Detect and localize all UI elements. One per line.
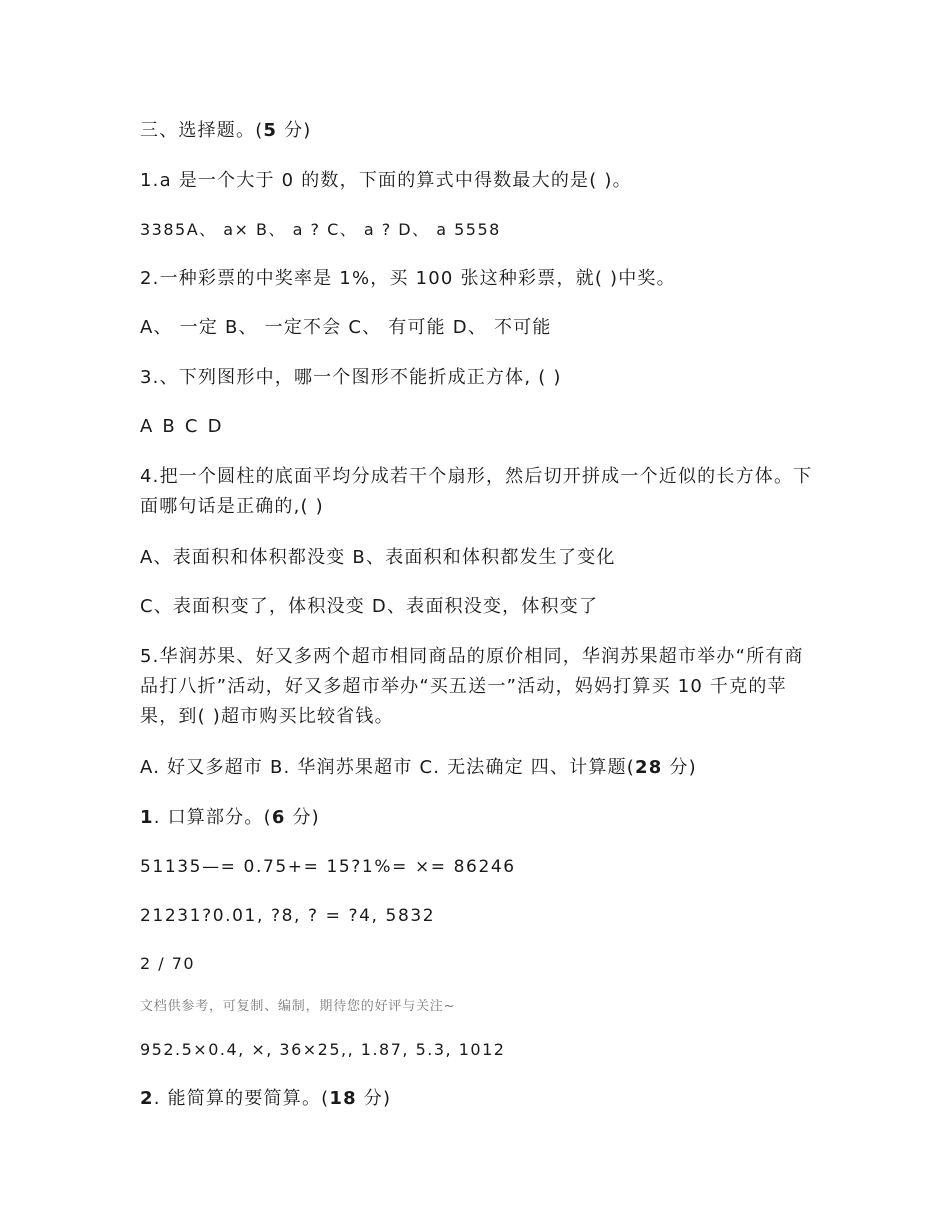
- question-5-options: [140, 753, 697, 783]
- question-3-options: A B C D: [140, 416, 224, 437]
- question-5-text: 5.华润苏果、好又多两个超市相同商品的原价相同，华润苏果超市举办“所有商品打八折”活动，好又多超市举办“买五送一”活动，妈妈打算买 10 千克的苹果，到( )超市购买比较省钱。: [140, 646, 804, 727]
- section-3-title: 三、选择题。(: [140, 120, 264, 141]
- question-5-option-text: A. 好又多超市 B. 华润苏果超市 C. 无法确定 四、计算题(: [140, 757, 636, 778]
- section-3-heading: [140, 116, 312, 146]
- question-1-options: 3385A、 a× B、 a ? C、 a ? D、 a 5558: [140, 220, 501, 239]
- part-2-score-unit: 分): [356, 1088, 392, 1109]
- part-1-title: . 口算部分。(: [153, 807, 272, 828]
- calc-line-1: 51135—= 0.75+= 15?1%= ×= 86246: [140, 857, 516, 877]
- part-1-heading: [140, 803, 320, 833]
- calc-line-3: 952.5×0.4, ×, 36×25,, 1.87, 5.3, 1012: [140, 1040, 506, 1059]
- question-3-text: 3.、下列图形中，哪一个图形不能折成正方体, ( ): [140, 367, 562, 388]
- part-2-heading: [140, 1084, 391, 1114]
- section-3-score: 5: [263, 120, 278, 141]
- footer-note: 文档供参考，可复制、编制，期待您的好评与关注~: [140, 999, 456, 1014]
- question-1-text: 1.a 是一个大于 0 的数，下面的算式中得数最大的是( )。: [140, 170, 632, 191]
- part-1-number: 1: [140, 807, 154, 828]
- part-2-title: . 能简算的要简算。(: [153, 1088, 330, 1109]
- part-2-score: 18: [329, 1088, 357, 1109]
- section-4-score-unit: 分): [662, 757, 697, 778]
- part-1-score: 6: [271, 807, 286, 828]
- page-number: 2 / 70: [140, 954, 196, 973]
- question-4-text: 4.把一个圆柱的底面平均分成若干个扇形，然后切开拼成一个近似的长方体。下面哪句话是正确的,( ): [140, 466, 813, 517]
- question-4-options-cd: C、表面积变了，体积没变 D、表面积没变，体积变了: [140, 596, 599, 617]
- section-3-score-unit: 分): [277, 120, 312, 141]
- part-1-score-unit: 分): [285, 807, 320, 828]
- section-4-score: 28: [635, 757, 663, 778]
- question-2-text: 2.一种彩票的中奖率是 1%，买 100 张这种彩票，就( )中奖。: [140, 268, 676, 289]
- calc-line-2: 21231?0.01, ?8, ? = ?4, 5832: [140, 906, 436, 926]
- question-4-options-ab: A、表面积和体积都没变 B、表面积和体积都发生了变化: [140, 547, 616, 568]
- part-2-number: 2: [140, 1088, 154, 1109]
- question-2-options: A、 一定 B、 一定不会 C、 有可能 D、 不可能: [140, 317, 552, 338]
